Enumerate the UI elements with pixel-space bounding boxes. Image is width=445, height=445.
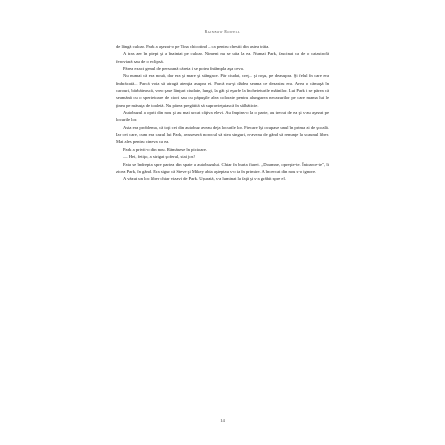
page-number: 14	[220, 418, 225, 423]
paragraph: A tras aer în piept şi a înaintat pe culoar. Nimeni nu se uita la ea. Numai Park, fascinat ca de o catastrofă feroviară sau de o eclipsă.	[116, 51, 329, 64]
paragraph: A văzut un loc liber chiar vizavi de Park. Ușurată, s-a luminat la faţă şi s-a grăbit spre el.	[123, 176, 286, 182]
paragraph: Părea exact genul de persoană căreia i se potea întâmpla aşa ceva.	[123, 66, 244, 72]
paragraph: — Hei, fetiţo, a strigat şoferul, stai jos!	[123, 154, 195, 160]
running-head: Rainbow Rowell	[204, 30, 241, 34]
paragraph: Nu numai că era nouă, dar era şi mare şi stângace. Păr ciudat, creţ... şi roşu, pe deasupra. Şi felul în care era îmbrăcată... Parcă voia să atragă atenţia asupra ei. Parcă nu-şi dădea seama ce dezastru era. Avea o cămaşă în carouri, bărbătească, vreo şase lănţuri ciudate, lungi, la gât şi eşarfe la încheieturile mâinilor. Lui Park i se părea că seamănă cu o sperietoare de ciori sau cu păpuşile alea colorate pentru alungarea necazurilor pe care mama lui le ţinea pe măsuţa de toaletă. Nu părea pregătită să supravieţuiască în sălbăticie.	[116, 73, 329, 108]
paragraph: Fata se îndrepta spre partea din spate a autobuzului. Chiar în burta fiarei. „Doamne, opreşte-te. Întoarce-te", îi zicea Park, în gând. Era sigur că Steve şi Mikey abia aşteptau s-o ia în primire. A încercat din nou s-o ignore.	[116, 161, 329, 174]
paragraph: de lângă culoar. Park a aşezat-o pe Tina chicotind – ca pentru chestii din astea trăia.	[116, 44, 270, 49]
paragraph: Autobuzul a oprit din nou şi au mai urcat câţiva elevi. Au împins-o la o parte, au trecut de ea şi s-au aşezat pe locurile lor.	[116, 110, 329, 123]
paragraph: Park a privit-o din nou. Rămăsese în picioare.	[123, 146, 208, 152]
body-text	[116, 43, 329, 408]
paragraph: Asta era problema, că toţi cei din autobuz aveau deja locurile lor. Fiecare îşi ocupase unul în prima zi de şcoală. Iar cei care, cum era cazul lui Park, avuseseră norocul să stea singuri, n-aveau de gând să renunţe la scaunul liber. Mai ales pentru cineva ca ea.	[116, 124, 329, 145]
